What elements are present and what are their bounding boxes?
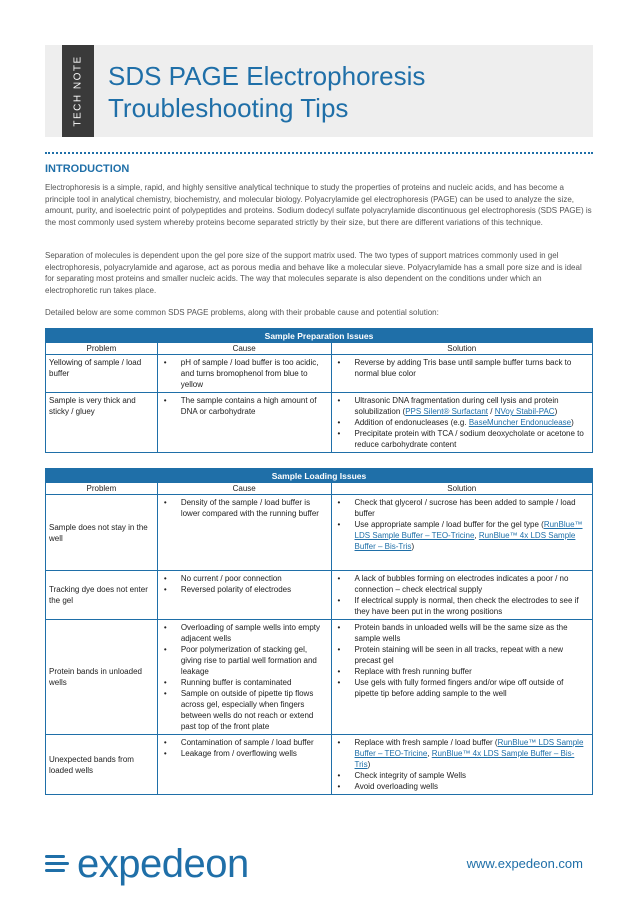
bullet-item: • Reverse by adding Tris base until sample buffer turns back to normal blue color bbox=[335, 357, 590, 379]
table-row bbox=[46, 735, 593, 795]
text-span: Use appropriate sample / load buffer for the gel type ( bbox=[354, 520, 544, 529]
solution-cell bbox=[331, 571, 592, 620]
table-row bbox=[46, 355, 593, 393]
table-row bbox=[46, 620, 593, 735]
text-span: ) bbox=[554, 407, 558, 416]
bullet-item: • Reversed polarity of electrodes bbox=[161, 584, 328, 595]
bullet-item: • Sample on outside of pipette tip flows across gel, especially when fingers between wells do not reach or extend past top of the front plate bbox=[161, 688, 328, 732]
text-span: Ultrasonic DNA fragmentation during cell lysis and protein solubilization ( bbox=[354, 396, 559, 416]
bullet-item: • Precipitate protein with TCA / sodium deoxycholate or acetone to reduce carbohydrate content bbox=[335, 428, 590, 450]
table-header-row bbox=[46, 343, 593, 355]
table-caption: Sample Loading Issues bbox=[46, 469, 593, 483]
bullet-item bbox=[335, 395, 590, 417]
bullet-item: • Leakage from / overflowing wells bbox=[161, 748, 328, 759]
col-cause: Cause bbox=[157, 483, 331, 495]
problem-cell: Sample is very thick and sticky / gluey bbox=[46, 393, 158, 453]
text-span: ) bbox=[571, 418, 574, 427]
table-header-row bbox=[46, 483, 593, 495]
bullet-item: • Density of the sample / load buffer is lower compared with the running buffer bbox=[161, 497, 328, 519]
title-line-2: Troubleshooting Tips bbox=[108, 93, 349, 123]
logo-text: expedeon bbox=[77, 842, 249, 886]
sample-preparation-table bbox=[45, 328, 593, 453]
page-title bbox=[108, 60, 425, 124]
bullet-item bbox=[335, 519, 589, 552]
bullet-item: • Protein staining will be seen in all tracks, repeat with a new precast gel bbox=[335, 644, 589, 666]
problem-cell: Tracking dye does not enter the gel bbox=[46, 571, 158, 620]
runblue-bis-tris-link[interactable]: RunBlue™ 4x LDS Sample Buffer – Bis-Tris bbox=[354, 749, 575, 769]
dotted-divider bbox=[45, 152, 593, 154]
text-span: ) bbox=[367, 760, 371, 769]
bullet-item: • No current / poor connection bbox=[161, 573, 328, 584]
bullet-item: • Avoid overloading wells bbox=[335, 781, 589, 792]
text-span: , bbox=[427, 749, 432, 758]
table-row bbox=[46, 571, 593, 620]
bullet-item: • Check integrity of sample Wells bbox=[335, 770, 589, 781]
bullet-item bbox=[335, 737, 589, 770]
solution-cell bbox=[331, 393, 593, 453]
col-solution: Solution bbox=[331, 483, 592, 495]
cause-cell bbox=[157, 495, 331, 571]
solution-cell bbox=[331, 735, 592, 795]
bullet-item bbox=[335, 417, 590, 428]
intro-heading: INTRODUCTION bbox=[45, 163, 130, 175]
text-span: / bbox=[488, 407, 495, 416]
bullet-item: • pH of sample / load buffer is too acidic, and turns bromophenol from blue to yellow bbox=[161, 357, 328, 390]
cause-cell bbox=[157, 393, 331, 453]
title-line-1: SDS PAGE Electrophoresis bbox=[108, 61, 426, 91]
runblue-bis-tris-link[interactable]: RunBlue™ 4x LDS Sample Buffer – Bis-Tris bbox=[354, 531, 576, 551]
problem-cell: Protein bands in unloaded wells bbox=[46, 620, 158, 735]
basemuncher-link[interactable]: BaseMuncher Endonuclease bbox=[468, 418, 572, 427]
expedeon-logo bbox=[45, 842, 249, 886]
bullet-item: • Poor polymerization of stacking gel, giving rise to partial well formation and leakage bbox=[161, 644, 328, 677]
pps-silent-link[interactable]: PPS Silent® Surfactant bbox=[405, 407, 489, 416]
bullet-item: • Overloading of sample wells into empty adjacent wells bbox=[161, 622, 328, 644]
col-cause: Cause bbox=[157, 343, 331, 355]
logo-lines-icon bbox=[45, 851, 71, 877]
bullet-item: • A lack of bubbles forming on electrodes indicates a poor / no connection – check electrical supply bbox=[335, 573, 589, 595]
bullet-item: • Contamination of sample / load buffer bbox=[161, 737, 328, 748]
website-link[interactable]: www.expedeon.com bbox=[466, 856, 583, 871]
col-problem: Problem bbox=[46, 343, 158, 355]
table-row bbox=[46, 495, 593, 571]
bullet-item: • Check that glycerol / sucrose has been added to sample / load buffer bbox=[335, 497, 589, 519]
cause-cell bbox=[157, 571, 331, 620]
solution-cell bbox=[331, 355, 593, 393]
col-problem: Problem bbox=[46, 483, 158, 495]
cause-cell bbox=[157, 735, 331, 795]
tech-note-label: TECH NOTE bbox=[72, 55, 84, 127]
problem-cell: Yellowing of sample / load buffer bbox=[46, 355, 158, 393]
runblue-teo-tricine-link[interactable]: RunBlue™ LDS Sample Buffer – TEO-Tricine bbox=[354, 520, 583, 540]
intro-paragraph-2: Separation of molecules is dependent upon the gel pore size of the support matrix used. The two types of support matrices commonly used in gel electrophoresis, polyacrylamide and agarose, act as porous media and behave like a molecular sieve. Polyacrylamide has a small pore size and is ideal for separating most proteins and smaller nucleic acids. The way that molecules separate is also dependent on the conditions under which an electrophoretic run takes place. bbox=[45, 251, 582, 295]
text-span: , bbox=[474, 531, 479, 540]
bullet-item: • If electrical supply is normal, then check the electrodes to see if they have been put in the wrong positions bbox=[335, 595, 589, 617]
bullet-item: • Running buffer is contaminated bbox=[161, 677, 328, 688]
intro-paragraph-1: Electrophoresis is a simple, rapid, and highly sensitive analytical technique to study the properties of proteins and nucleic acids, and has become a principle tool in analytical chemistry, biochemistry, and molecular biology. Polyacrylamide gel electrophoresis (PAGE) can be used to analyze the size, amount, purity, and isoelectric point of polypeptides and proteins. Sodium dodecyl sulfate polyacrylamide discontinuous gel electrophoresis (SDS PAGE) is the most commonly used system whereby proteins become separated strictly by their size, but there are different variations of this technique. bbox=[45, 183, 592, 227]
problem-cell: Sample does not stay in the well bbox=[46, 495, 158, 571]
col-solution: Solution bbox=[331, 343, 593, 355]
table-row bbox=[46, 393, 593, 453]
bullet-item: • Protein bands in unloaded wells will be the same size as the sample wells bbox=[335, 622, 589, 644]
bullet-item: • Use gels with fully formed fingers and/or wipe off outside of pipette tip before adding sample to the well bbox=[335, 677, 589, 699]
text-span: Replace with fresh sample / load buffer ( bbox=[354, 738, 498, 747]
solution-cell bbox=[331, 620, 592, 735]
text-span: ) bbox=[411, 542, 415, 551]
bullet-item: • The sample contains a high amount of DNA or carbohydrate bbox=[161, 395, 328, 417]
text-span: Addition of endonucleases (e.g. bbox=[354, 418, 469, 427]
cause-cell bbox=[157, 355, 331, 393]
sample-loading-table bbox=[45, 468, 593, 795]
problem-cell: Unexpected bands from loaded wells bbox=[46, 735, 158, 795]
tech-note-tag bbox=[62, 45, 94, 137]
intro-paragraph-3: Detailed below are some common SDS PAGE problems, along with their probable cause and potential solution: bbox=[45, 308, 439, 317]
solution-cell bbox=[331, 495, 592, 571]
bullet-item: • Replace with fresh running buffer bbox=[335, 666, 589, 677]
table-caption: Sample Preparation Issues bbox=[46, 329, 593, 343]
cause-cell bbox=[157, 620, 331, 735]
runblue-teo-tricine-link[interactable]: RunBlue™ LDS Sample Buffer – TEO-Tricine bbox=[354, 738, 584, 758]
nvoy-stabil-pac-link[interactable]: NVoy Stabil-PAC bbox=[494, 407, 555, 416]
